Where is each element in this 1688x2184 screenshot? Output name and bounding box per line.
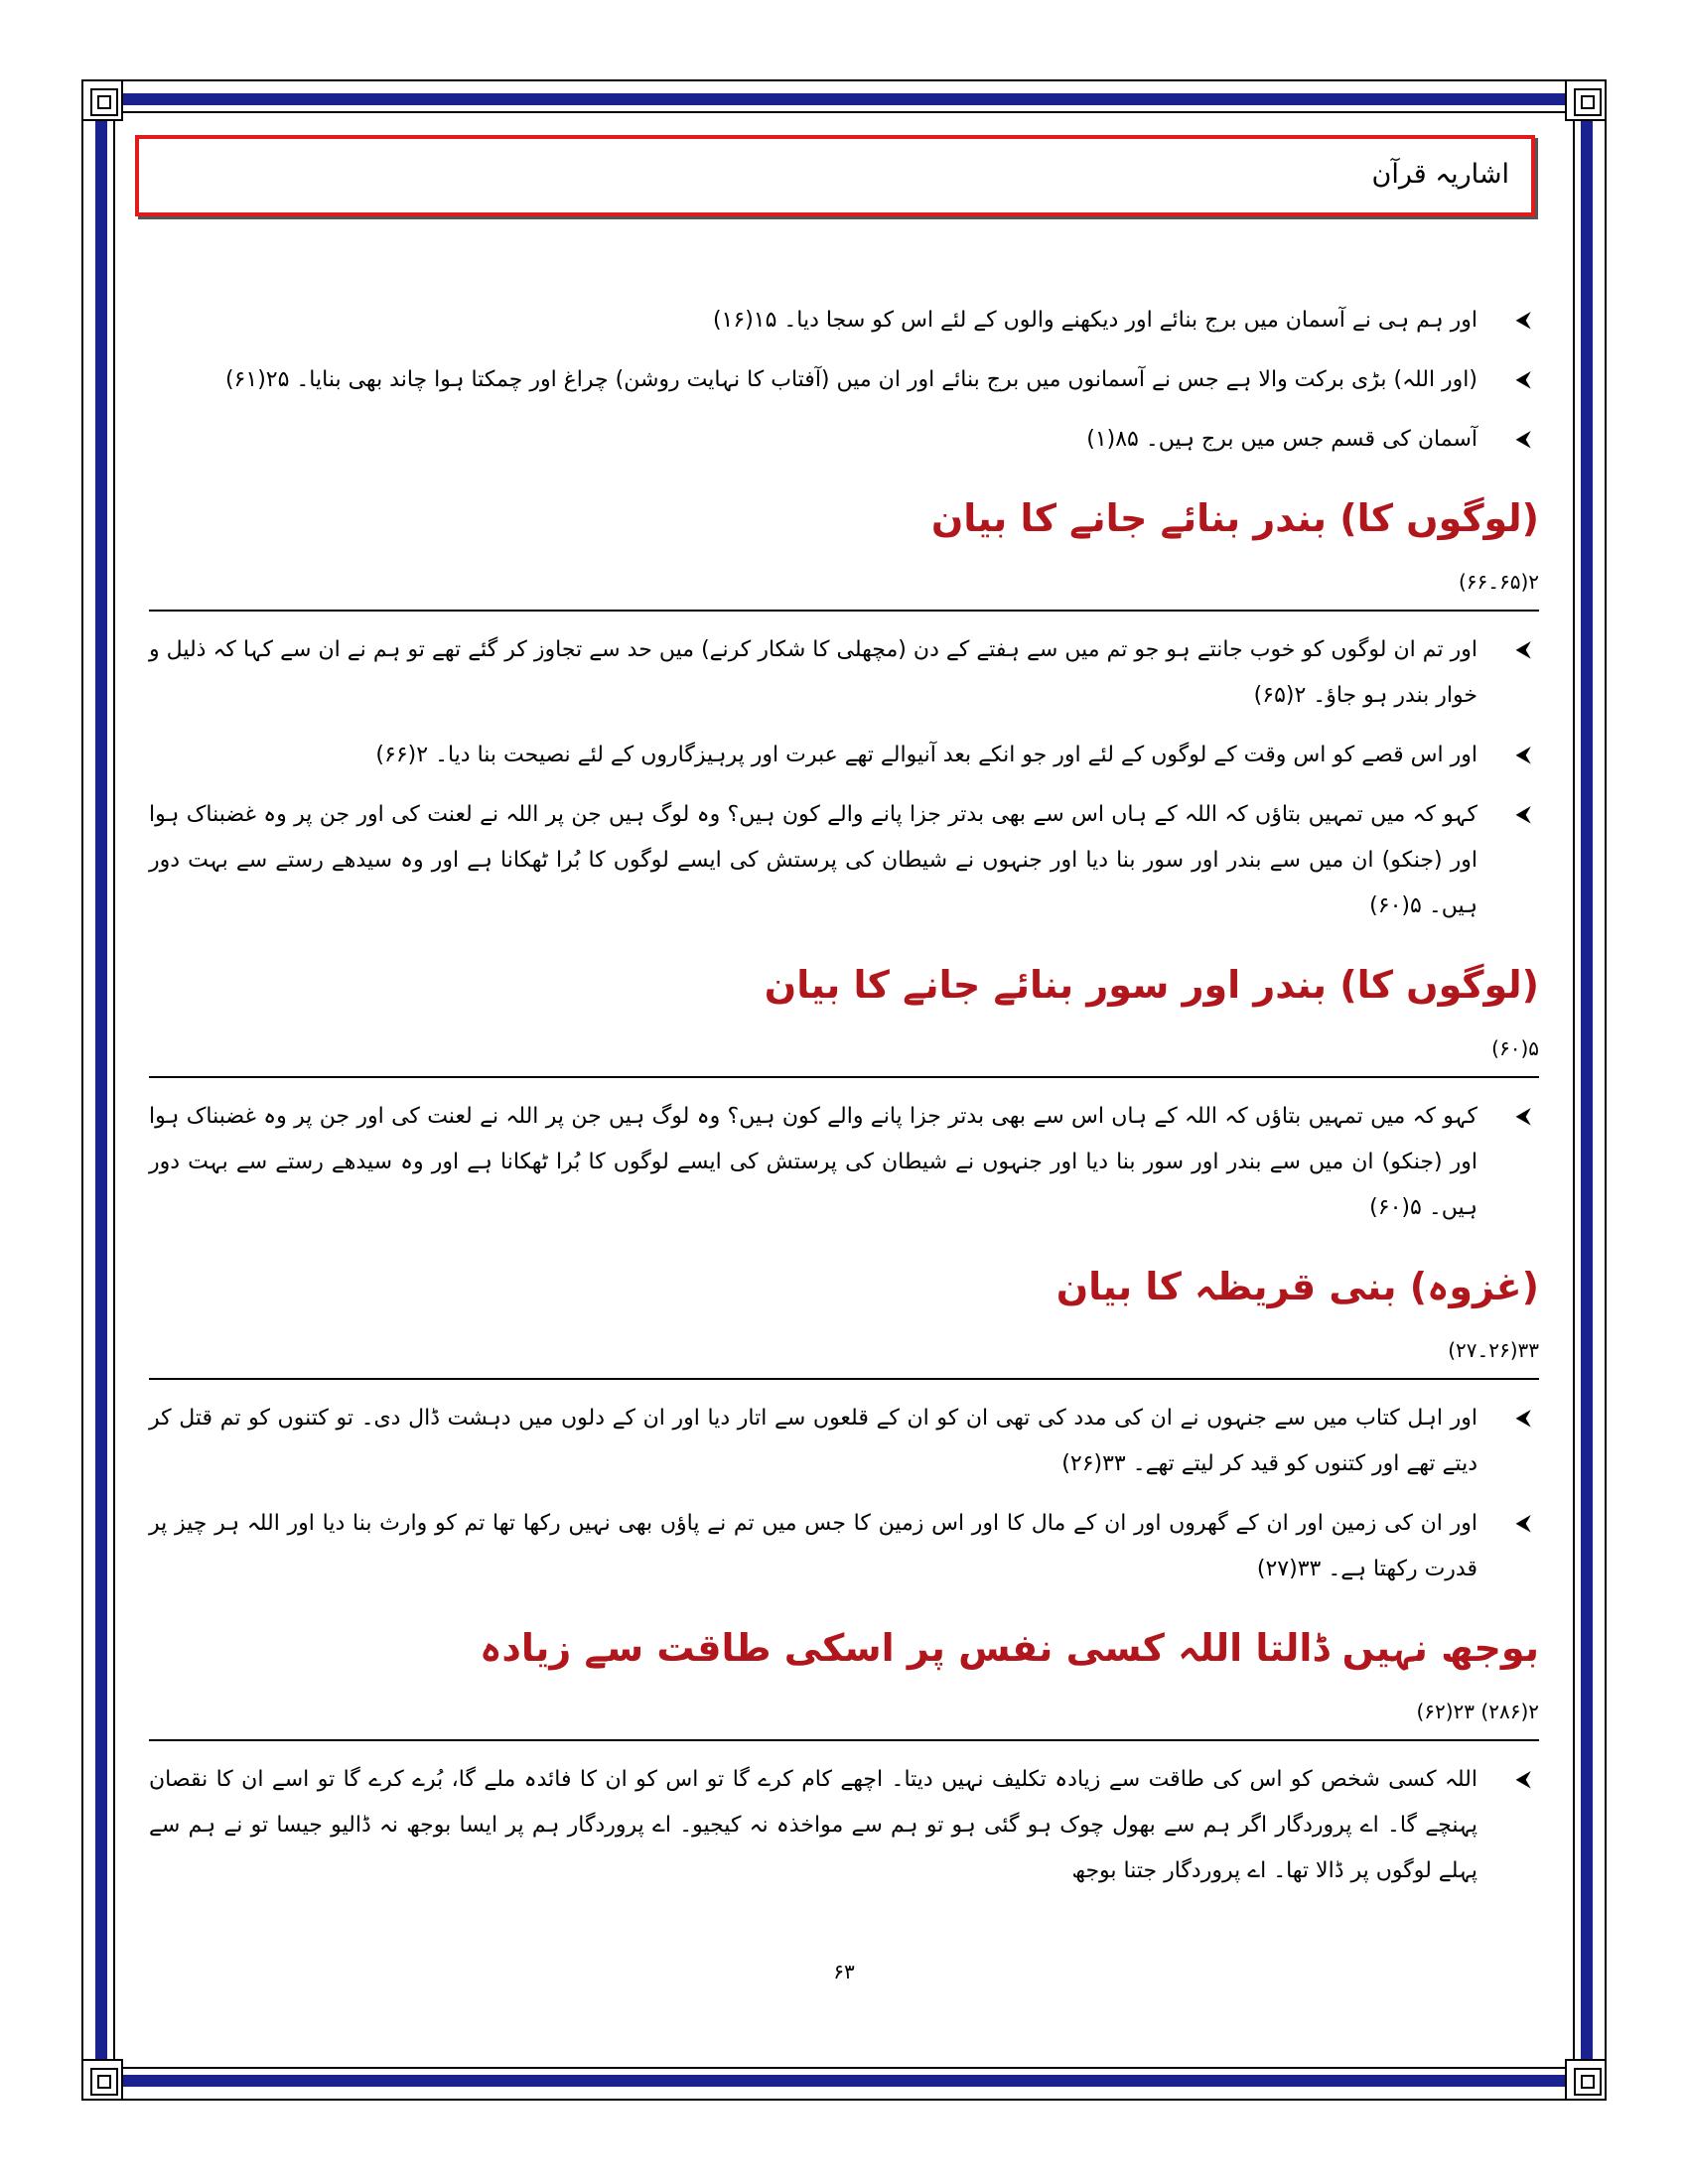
- header-title: اشاریہ قرآن: [1371, 159, 1509, 190]
- bullet-arrow-icon: ⮜: [1515, 1511, 1531, 1536]
- bullet-arrow-icon: ⮜: [1515, 308, 1531, 333]
- list-item-text: کہو کہ میں تمہیں بتاؤں کہ اللہ کے ہاں اس سے بھی بدتر جزا پانے والے کون ہیں؟ وہ لوگ ہیں جن پر اللہ نے لعنت کی اور جن پر وہ غضبناک ہوا اور (جنکو) ان میں سے بندر اور سور بنا دیا اور جنہوں نے شیطان کی پرستش کی ایسے لوگوں کا بُرا ٹھکانا ہے اور وہ سیدھے رستے سے بہت دور ہیں۔ ۵(۶۰): [149, 1104, 1477, 1220]
- list-item: [149, 1094, 1539, 1231]
- bullet-arrow-icon: ⮜: [1515, 802, 1531, 827]
- page-content: [149, 298, 1539, 1908]
- section-title: (غزوہ) بنی قریظہ کا بیان: [1055, 1265, 1539, 1308]
- list-item: [149, 792, 1539, 929]
- page-number: ۶۳: [833, 1960, 855, 1983]
- list-item-text: اور ان کی زمین اور ان کے گھروں اور ان کے مال کا اور اس زمین کا جس میں تم نے پاؤں بھی نہیں رکھا تھا تم کو وارث بنا دیا اور اللہ ہر چیز پر قدرت رکھتا ہے۔ ۳۳(۲۷): [149, 1511, 1477, 1581]
- list-item: [149, 627, 1539, 719]
- list-item-text: (اور اللہ) بڑی برکت والا ہے جس نے آسمانوں میں برج بنائے اور ان میں (آفتاب کا نہایت روشن) چراغ اور چمکتا ہوا چاند بھی بنایا۔ ۲۵(۶۱): [224, 367, 1477, 392]
- bullet-arrow-icon: ⮜: [1515, 427, 1531, 452]
- bullet-arrow-icon: ⮜: [1515, 1767, 1531, 1792]
- frame-corner-ornament: [1565, 79, 1607, 121]
- section-title: (لوگوں کا) بندر اور سور بنائے جانے کا بیان: [764, 963, 1539, 1007]
- frame-corner-ornament: [1565, 2059, 1607, 2101]
- section-divider: [149, 1739, 1539, 1741]
- list-item: [149, 1757, 1539, 1894]
- list-item: [149, 1501, 1539, 1592]
- section-divider: [149, 610, 1539, 612]
- bullet-arrow-icon: ⮜: [1515, 637, 1531, 662]
- section-reference: ۳۳(۲۶۔۲۷): [1448, 1338, 1539, 1362]
- section-reference: ۲(۲۸۶) ۲۳(۶۲): [1416, 1700, 1539, 1723]
- list-item: [149, 1396, 1539, 1487]
- list-item-text: اور ہم ہی نے آسمان میں برج بنائے اور دیکھنے والوں کے لئے اس کو سجا دیا۔ ۱۵(۱۶): [712, 308, 1477, 333]
- list-item: [149, 357, 1539, 403]
- frame-corner-ornament: [81, 2059, 123, 2101]
- list-item-text: اللہ کسی شخص کو اس کی طاقت سے زیادہ تکلیف نہیں دیتا۔ اچھے کام کرے گا تو اس کو ان کا فائدہ ملے گا، بُرے کرے گا تو اسے ان کا نقصان پہنچے گا۔ اے پروردگار اگر ہم سے بھول چوک ہو گئی ہو تو ہم سے مواخذہ نہ کیجیو۔ اے پروردگار ہم پر ایسا بوجھ نہ ڈالیو جیسا تو نے ہم سے پہلے لوگوں پر ڈالا تھا۔ اے پروردگار جتنا بوجھ: [149, 1767, 1477, 1883]
- list-item-text: کہو کہ میں تمہیں بتاؤں کہ اللہ کے ہاں اس سے بھی بدتر جزا پانے والے کون ہیں؟ وہ لوگ ہیں جن پر اللہ نے لعنت کی اور جن پر وہ غضبناک ہوا اور (جنکو) ان میں سے بندر اور سور بنا دیا اور جنہوں نے شیطان کی پرستش کی ایسے لوگوں کا بُرا ٹھکانا ہے اور وہ سیدھے رستے سے بہت دور ہیں۔ ۵(۶۰): [149, 802, 1477, 918]
- bullet-arrow-icon: ⮜: [1515, 367, 1531, 392]
- list-item: [149, 298, 1539, 343]
- section-title: (لوگوں کا) بندر بنائے جانے کا بیان: [930, 496, 1539, 540]
- section-divider: [149, 1378, 1539, 1380]
- list-item-text: اور اہل کتاب میں سے جنہوں نے ان کی مدد کی تھی ان کو ان کے قلعوں سے اتار دیا اور ان کے دلوں میں دہشت ڈال دی۔ تو کتنوں کو تم قتل کر دیتے تھے اور کتنوں کو قید کر لیتے تھے۔ ۳۳(۲۶): [149, 1406, 1477, 1476]
- list-item-text: اور اس قصے کو اس وقت کے لوگوں کے لئے اور جو انکے بعد آنیوالے تھے عبرت اور پرہیزگاروں کے لئے نصیحت بنا دیا۔ ۲(۶۶): [375, 743, 1477, 767]
- bullet-arrow-icon: ⮜: [1515, 1406, 1531, 1431]
- bullet-arrow-icon: ⮜: [1515, 1104, 1531, 1129]
- section-reference: ۵(۶۰): [1491, 1036, 1539, 1060]
- section-title: بوجھ نہیں ڈالتا اللہ کسی نفس پر اسکی طاقت سے زیادہ: [480, 1626, 1539, 1670]
- bullet-arrow-icon: ⮜: [1515, 743, 1531, 767]
- section-reference: ۲(۶۵۔۶۶): [1458, 570, 1539, 594]
- section-divider: [149, 1076, 1539, 1078]
- header-box: [135, 135, 1535, 216]
- list-item-text: اور تم ان لوگوں کو خوب جانتے ہو جو تم میں سے ہفتے کے دن (مچھلی کا شکار کرنے) میں حد سے تجاوز کر گئے تھے تو ہم نے ان سے کہا کہ ذلیل و خوار بندر ہو جاؤ۔ ۲(۶۵): [149, 637, 1477, 708]
- frame-corner-ornament: [81, 79, 123, 121]
- list-item: [149, 417, 1539, 463]
- list-item: [149, 733, 1539, 778]
- list-item-text: آسمان کی قسم جس میں برج ہیں۔ ۸۵(۱): [1086, 427, 1477, 452]
